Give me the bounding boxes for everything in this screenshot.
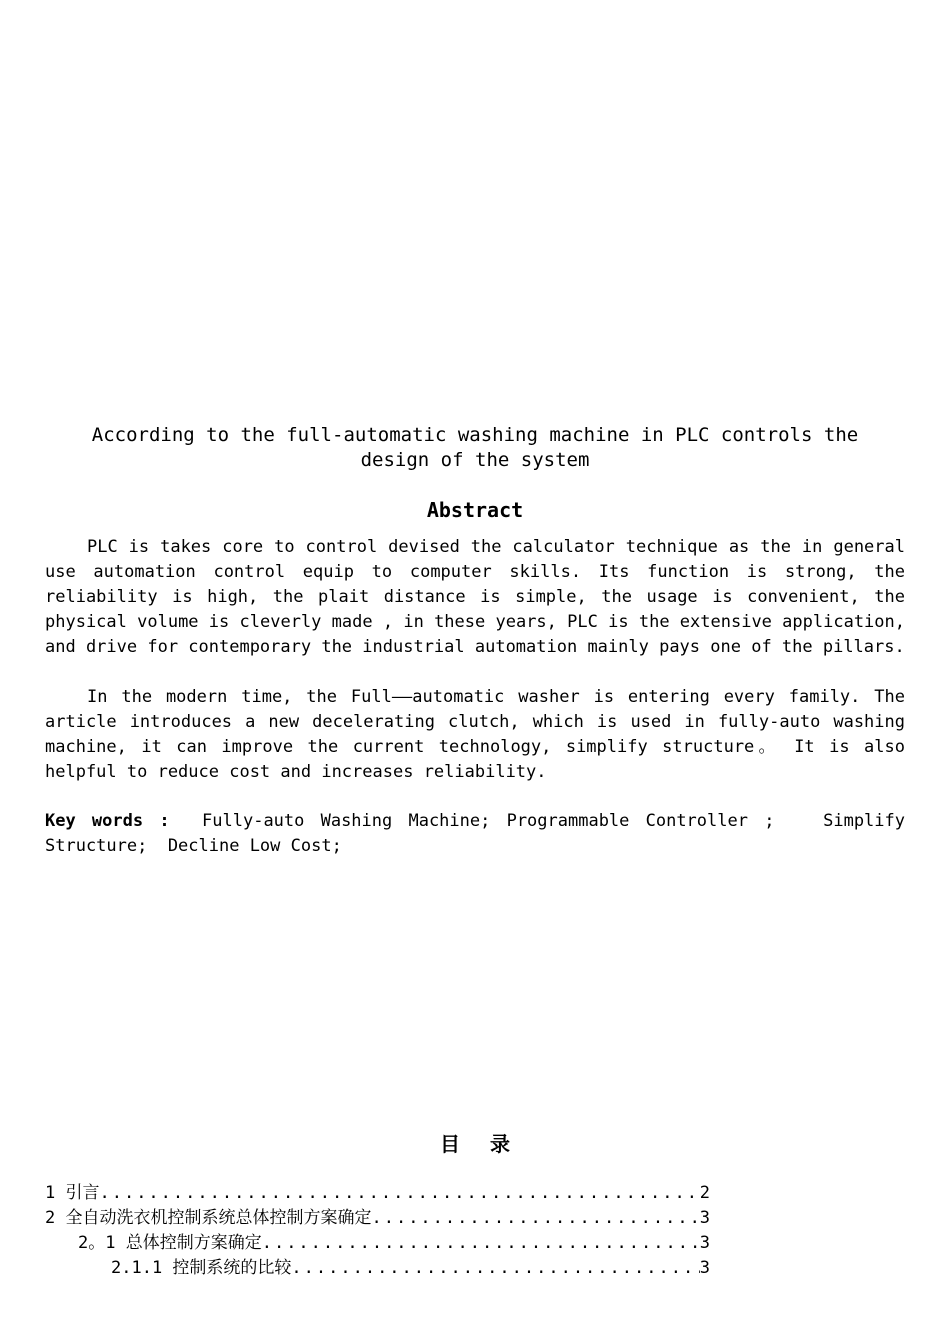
abstract-paragraph: In the modern time, the Full——automatic washer is entering every family. The article introduces a new decelerating clutch, which is used in fully-auto washing machine, it can improve the current technology, simplify structure。 It is also helpful to reduce cost and increases reliability. [45,687,905,782]
toc-entry-text: 2.1.1 控制系统的比较 [111,1258,292,1278]
keywords-label: Key words : [45,811,170,831]
keywords [45,809,916,859]
toc-entry-page: 3 [699,1258,710,1278]
toc-entry-page: 3 [699,1208,710,1228]
toc-entry[interactable] [45,1181,710,1206]
abstract-paragraph: PLC is takes core to control devised the calculator technique as the in general use automation control equip to computer skills. Its function is strong, the reliability is high, the plait distance is simple, the usage is convenient, the physical volume is cleverly made , in these years, PLC is the extensive application, and drive for contemporary the industrial automation mainly pays one of the pillars. [45,537,905,657]
toc-entry-text: 2 全自动洗衣机控制系统总体控制方案确定 [45,1208,372,1228]
toc-entry-page: 2 [699,1183,710,1203]
table-of-contents [45,1181,710,1281]
toc-heading: 目录 [440,1132,540,1156]
abstract-heading: Abstract [426,498,524,522]
document-title: According to the full-automatic washing machine in PLC controls the design of the system [91,424,859,471]
toc-leader-dots [262,1231,700,1256]
toc-entry[interactable] [45,1256,710,1281]
toc-entry-page: 3 [699,1233,710,1253]
toc-entry[interactable] [45,1231,710,1256]
toc-entry[interactable] [45,1206,710,1231]
toc-leader-dots [99,1181,699,1206]
keywords-text: Fully-auto Washing Machine; Programmable Controller ; Simplify Structure; Decline Low Cost; [45,811,916,856]
toc-entry-text: 2。1 总体控制方案确定 [78,1233,262,1253]
toc-entry-text: 1 引言 [45,1183,100,1203]
toc-leader-dots [291,1256,699,1281]
toc-leader-dots [371,1206,699,1231]
